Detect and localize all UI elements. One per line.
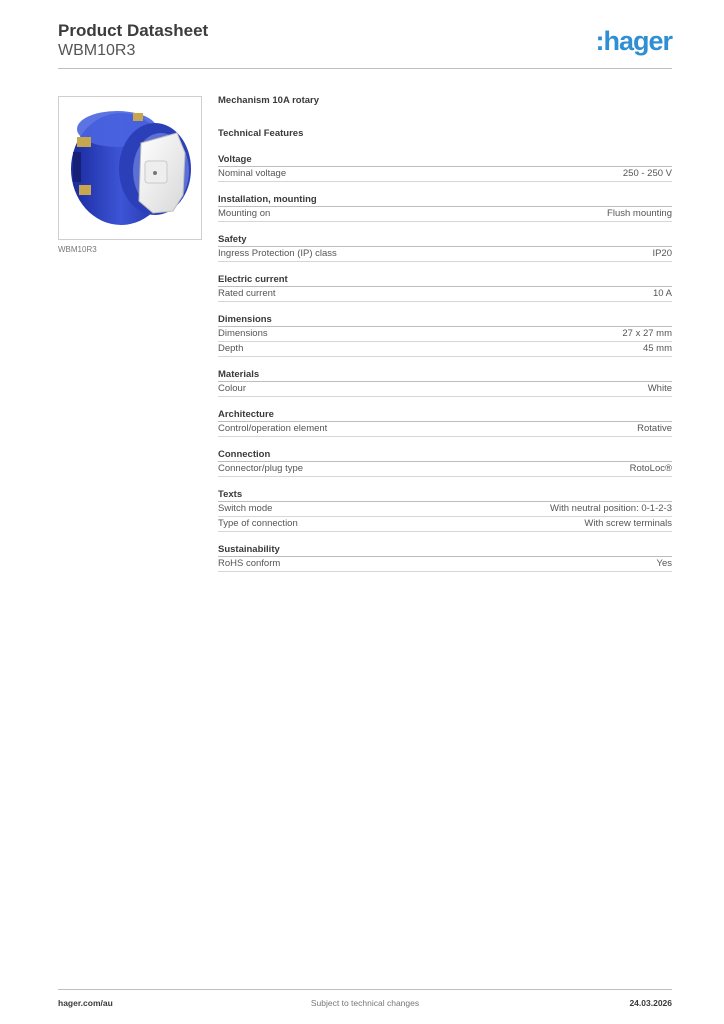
feature-group [218,153,672,182]
feature-row [218,557,672,572]
feature-value: With screw terminals [584,518,672,529]
product-code: WBM10R3 [58,42,136,59]
feature-value: 250 - 250 V [622,168,672,179]
feature-row [218,167,672,182]
feature-value: RotoLoc® [629,463,672,474]
product-image [58,96,202,240]
header-divider [58,68,672,69]
feature-group-title: Voltage [218,153,672,167]
rotary-switch-illustration [59,97,201,239]
technical-features [218,95,672,572]
feature-label: Rated current [218,288,276,299]
feature-value: Flush mounting [607,208,672,219]
feature-row [218,502,672,517]
feature-group-title: Dimensions [218,313,672,327]
feature-label: Connector/plug type [218,463,304,474]
feature-row [218,382,672,397]
feature-group-title: Connection [218,448,672,462]
page-title: Product Datasheet [58,21,209,40]
feature-value: With neutral position: 0-1-2-3 [550,503,672,514]
feature-row [218,207,672,222]
feature-label: Switch mode [218,503,273,514]
feature-label: Type of connection [218,518,298,529]
feature-value: 10 A [652,288,672,299]
feature-group-title: Safety [218,233,672,247]
feature-group [218,448,672,477]
feature-group-title: Texts [218,488,672,502]
feature-label: Control/operation element [218,423,328,434]
footer-website: hager.com/au [58,998,113,1008]
feature-group [218,488,672,532]
feature-group [218,408,672,437]
feature-group-title: Materials [218,368,672,382]
feature-group [218,273,672,302]
feature-label: Depth [218,343,244,354]
feature-group [218,543,672,572]
feature-value: White [647,383,672,394]
feature-label: Mounting on [218,208,271,219]
feature-value: 45 mm [642,343,672,354]
feature-group [218,368,672,397]
feature-row [218,517,672,532]
feature-group [218,233,672,262]
feature-row [218,247,672,262]
feature-row [218,342,672,357]
section-heading: Technical Features [218,128,304,139]
image-caption: WBM10R3 [58,245,97,254]
feature-groups [218,153,672,572]
feature-value: Rotative [637,423,672,434]
feature-label: Dimensions [218,328,268,339]
footer-date: 24.03.2026 [629,998,672,1008]
feature-value: 27 x 27 mm [622,328,672,339]
feature-value: IP20 [652,248,672,259]
feature-label: Colour [218,383,246,394]
feature-group-title: Sustainability [218,543,672,557]
feature-group-title: Installation, mounting [218,193,672,207]
feature-label: Nominal voltage [218,168,287,179]
product-name: Mechanism 10A rotary [218,95,320,106]
feature-label: RoHS conform [218,558,281,569]
feature-value: Yes [656,558,672,569]
footer-divider [58,989,672,990]
feature-row [218,422,672,437]
feature-row [218,287,672,302]
hager-logo: :hager [595,26,672,56]
feature-group [218,313,672,357]
feature-group-title: Electric current [218,273,672,287]
feature-label: Ingress Protection (IP) class [218,248,337,259]
feature-group [218,193,672,222]
feature-group-title: Architecture [218,408,672,422]
feature-row [218,462,672,477]
feature-row [218,327,672,342]
footer-notice: Subject to technical changes [310,998,420,1008]
header [58,20,208,61]
